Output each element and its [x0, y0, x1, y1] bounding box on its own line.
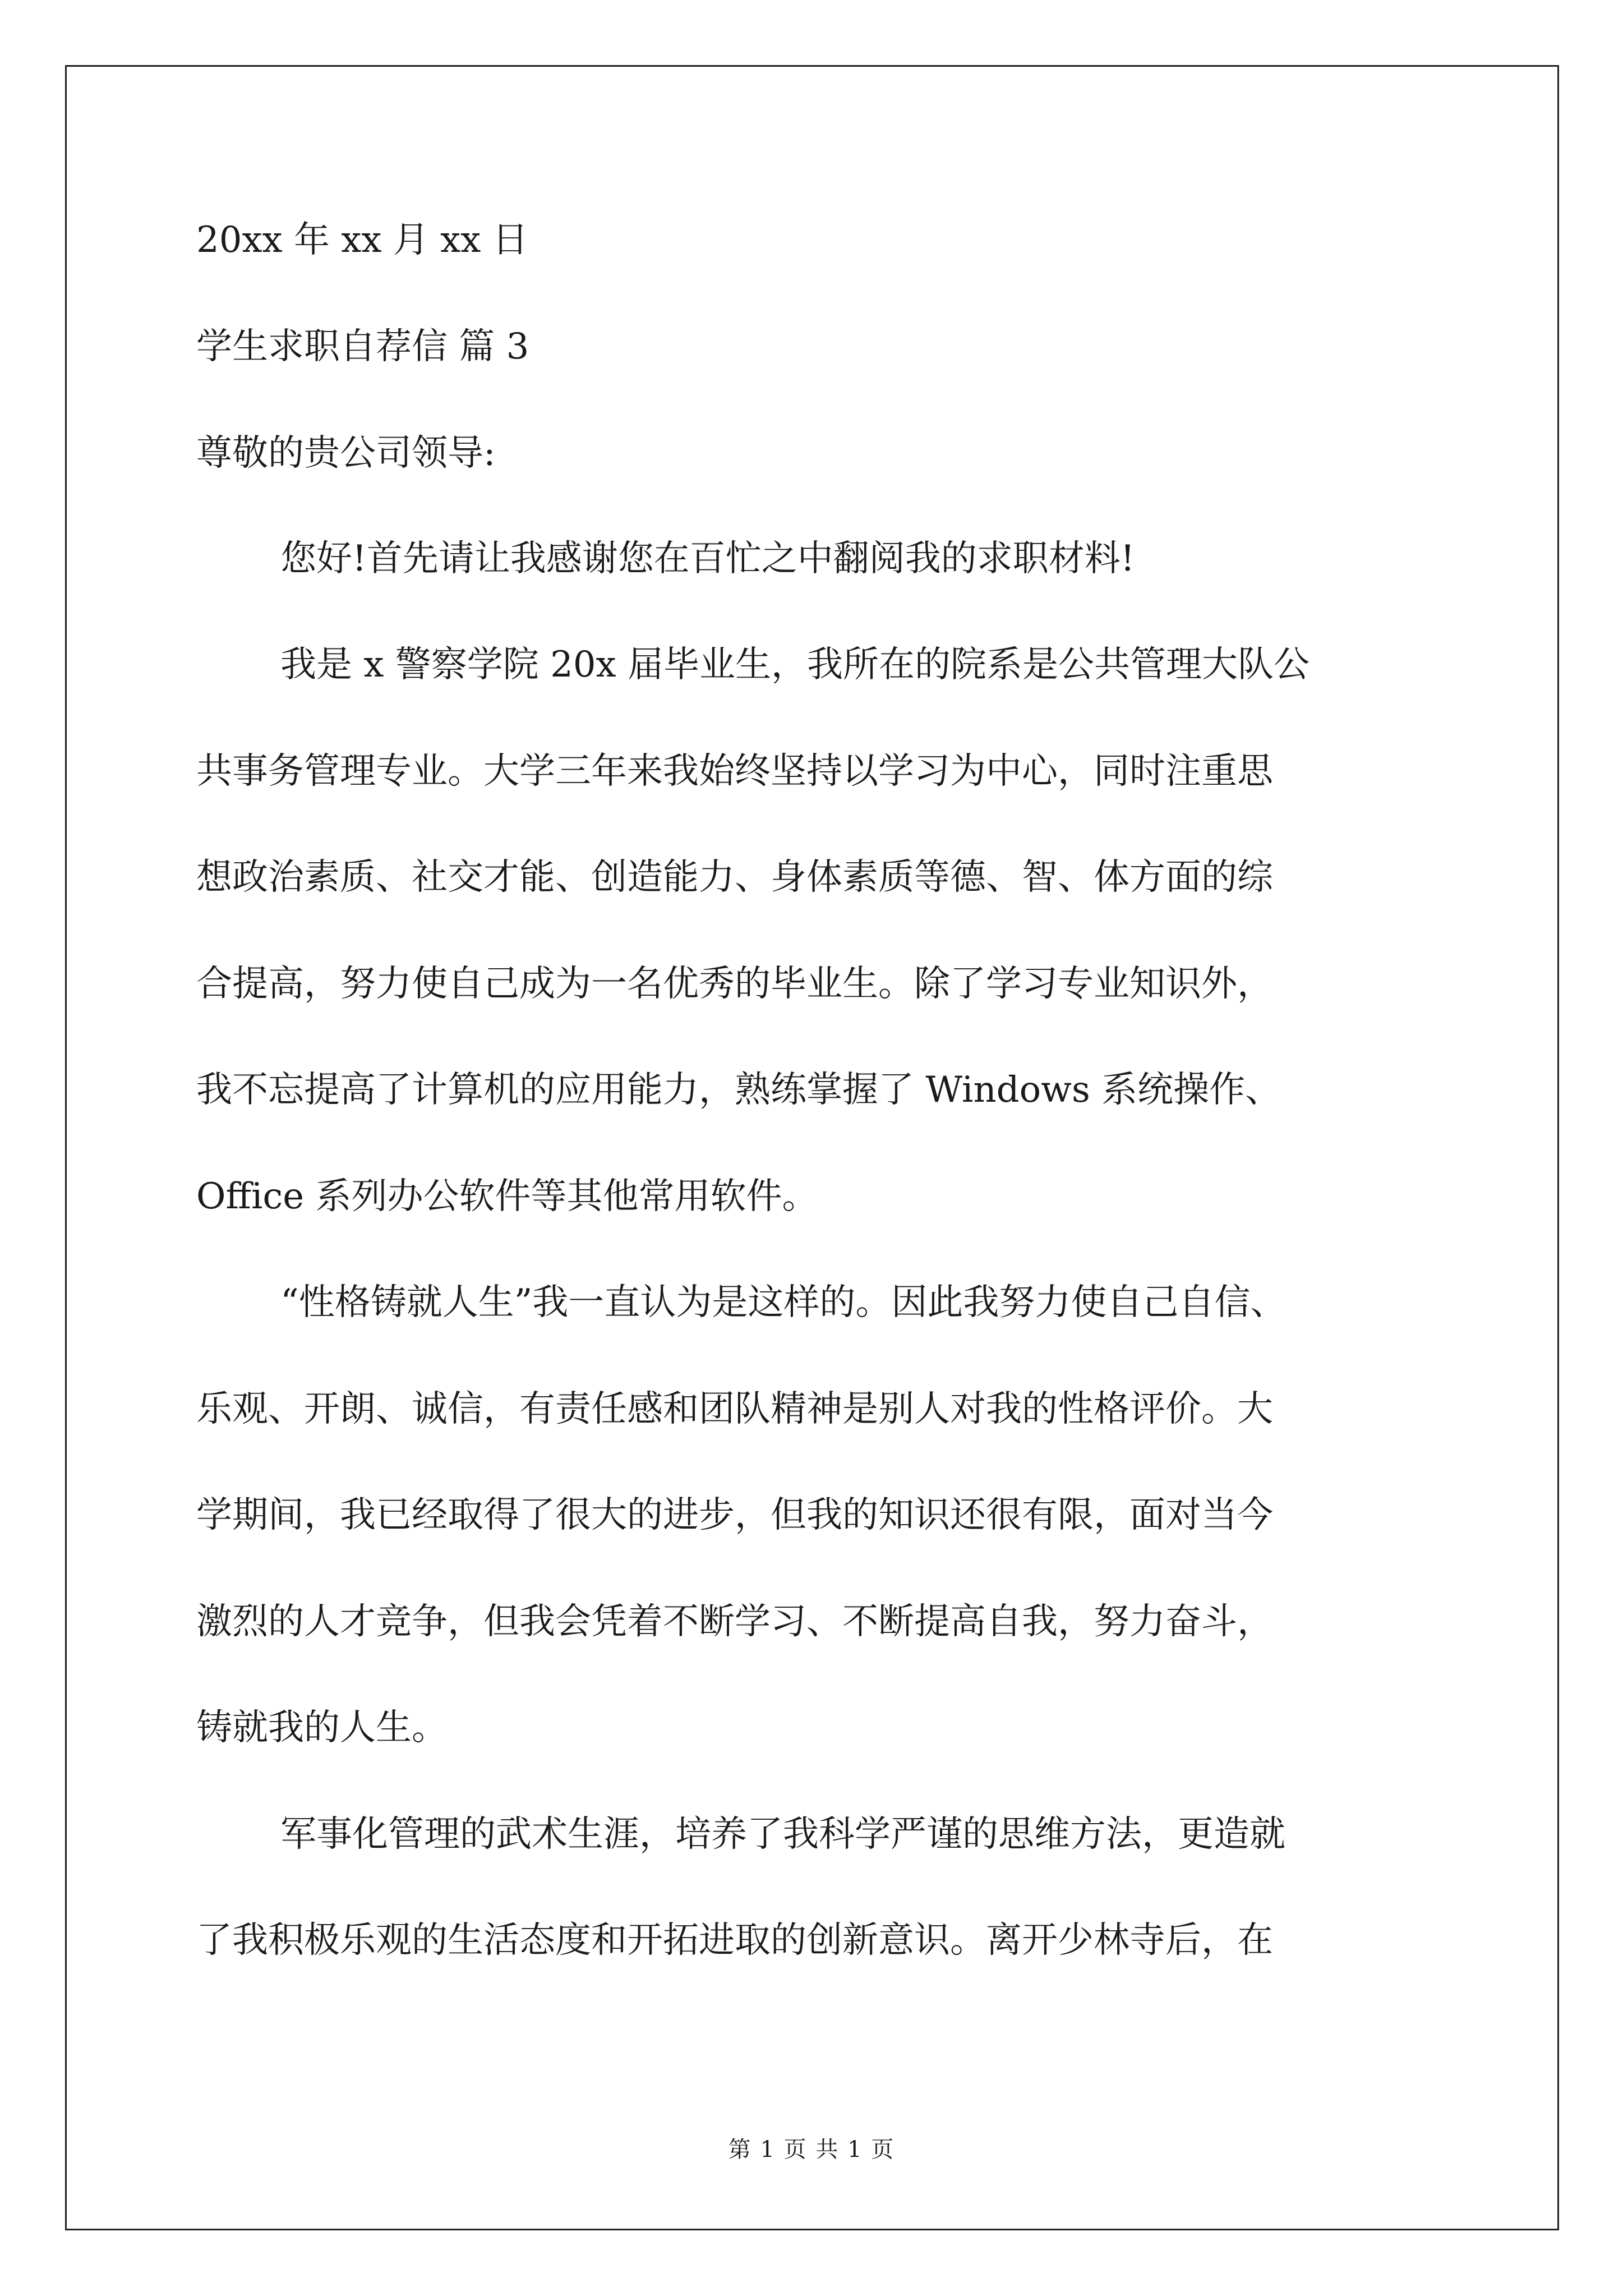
paragraph-line: 合提高，努力使自己成为一名优秀的毕业生。除了学习专业知识外， — [196, 963, 1273, 1005]
paragraph-line: Office 系列办公软件等其他常用软件。 — [196, 1176, 818, 1217]
letter-title: 学生求职自荐信 篇 3 — [196, 326, 529, 367]
page-border — [65, 65, 1559, 2230]
paragraph-line: 学期间，我已经取得了很大的进步，但我的知识还很有限，面对当今 — [196, 1494, 1273, 1536]
paragraph-line: “性格铸就人生”我一直认为是这样的。因此我努力使自己自信、 — [280, 1282, 1287, 1323]
paragraph-line: 您好!首先请让我感谢您在百忙之中翻阅我的求职材料! — [280, 538, 1135, 579]
paragraph-line: 军事化管理的武术生涯，培养了我科学严谨的思维方法，更造就 — [280, 1814, 1285, 1855]
paragraph-line: 激烈的人才竞争，但我会凭着不断学习、不断提高自我，努力奋斗， — [196, 1601, 1273, 1642]
salutation: 尊敬的贵公司领导: — [196, 432, 496, 474]
paragraph-line: 想政治素质、社交才能、创造能力、身体素质等德、智、体方面的综 — [196, 857, 1273, 898]
paragraph-line: 我是 x 警察学院 20x 届毕业生，我所在的院系是公共管理大队公 — [280, 644, 1310, 685]
date-line: 20xx 年 xx 月 xx 日 — [196, 219, 528, 261]
page-footer: 第 1 页 共 1 页 — [728, 2137, 895, 2162]
paragraph-line: 乐观、开朗、诚信，有责任感和团队精神是别人对我的性格评价。大 — [196, 1388, 1273, 1430]
paragraph-line: 了我积极乐观的生活态度和开拓进取的创新意识。离开少林寺后，在 — [196, 1920, 1273, 1961]
paragraph-line: 我不忘提高了计算机的应用能力，熟练掌握了 Windows 系统操作、 — [196, 1069, 1281, 1111]
paragraph-line: 共事务管理专业。大学三年来我始终坚持以学习为中心，同时注重思 — [196, 751, 1273, 792]
paragraph-line: 铸就我的人生。 — [196, 1707, 448, 1749]
